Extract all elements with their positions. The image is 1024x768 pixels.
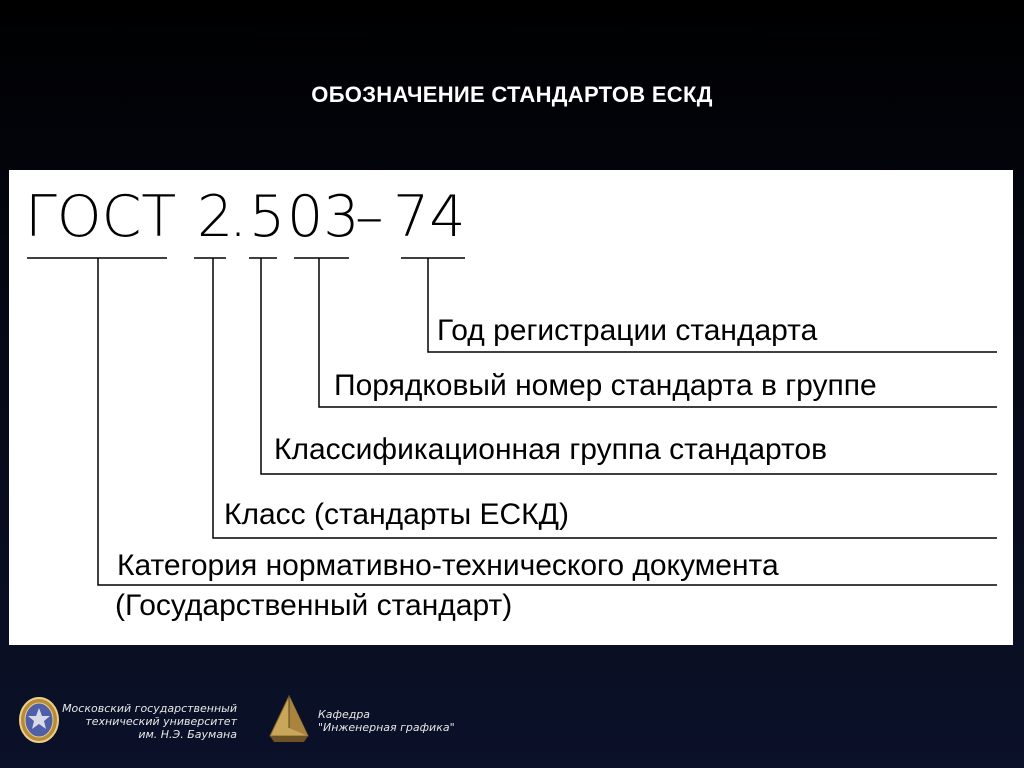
- category-label-line2: (Государственный стандарт): [115, 589, 513, 622]
- gost-group: 5: [249, 184, 286, 250]
- gost-class: 2: [197, 184, 234, 250]
- gost-diagram: [9, 170, 1013, 645]
- diagram-panel: [9, 170, 1013, 645]
- department-name: [318, 708, 455, 734]
- slide-title: ОБОЗНАЧЕНИЕ СТАНДАРТОВ ЕСКД: [311, 82, 713, 107]
- gost-dot: .: [229, 184, 248, 250]
- department-logo: [266, 692, 312, 749]
- gost-prefix: ГОСТ: [25, 184, 177, 250]
- department-line-2: "Инженерная графика": [318, 721, 455, 734]
- university-emblem-icon: [18, 696, 60, 744]
- gost-year: 74: [393, 184, 466, 250]
- number-label: Порядковый номер стандарта в группе: [334, 369, 877, 402]
- university-line-1: Московский государственный: [62, 702, 237, 715]
- department-line-1: Кафедра: [318, 708, 371, 721]
- group-label: Классификационная группа стандартов: [274, 433, 828, 466]
- gost-dash: –: [355, 184, 384, 250]
- category-label-line1: Категория нормативно-технического документа: [117, 549, 779, 582]
- university-name: [62, 702, 237, 741]
- university-emblem: [18, 696, 60, 749]
- university-line-2: технический университет: [85, 715, 237, 728]
- gost-number: 03: [287, 184, 360, 250]
- university-line-3: им. Н.Э. Баумана: [138, 728, 237, 741]
- pyramid-logo-icon: [266, 692, 312, 744]
- category-leader: [98, 258, 997, 585]
- year-label: Год регистрации стандарта: [437, 314, 818, 347]
- class-label: Класс (стандарты ЕСКД): [224, 498, 569, 531]
